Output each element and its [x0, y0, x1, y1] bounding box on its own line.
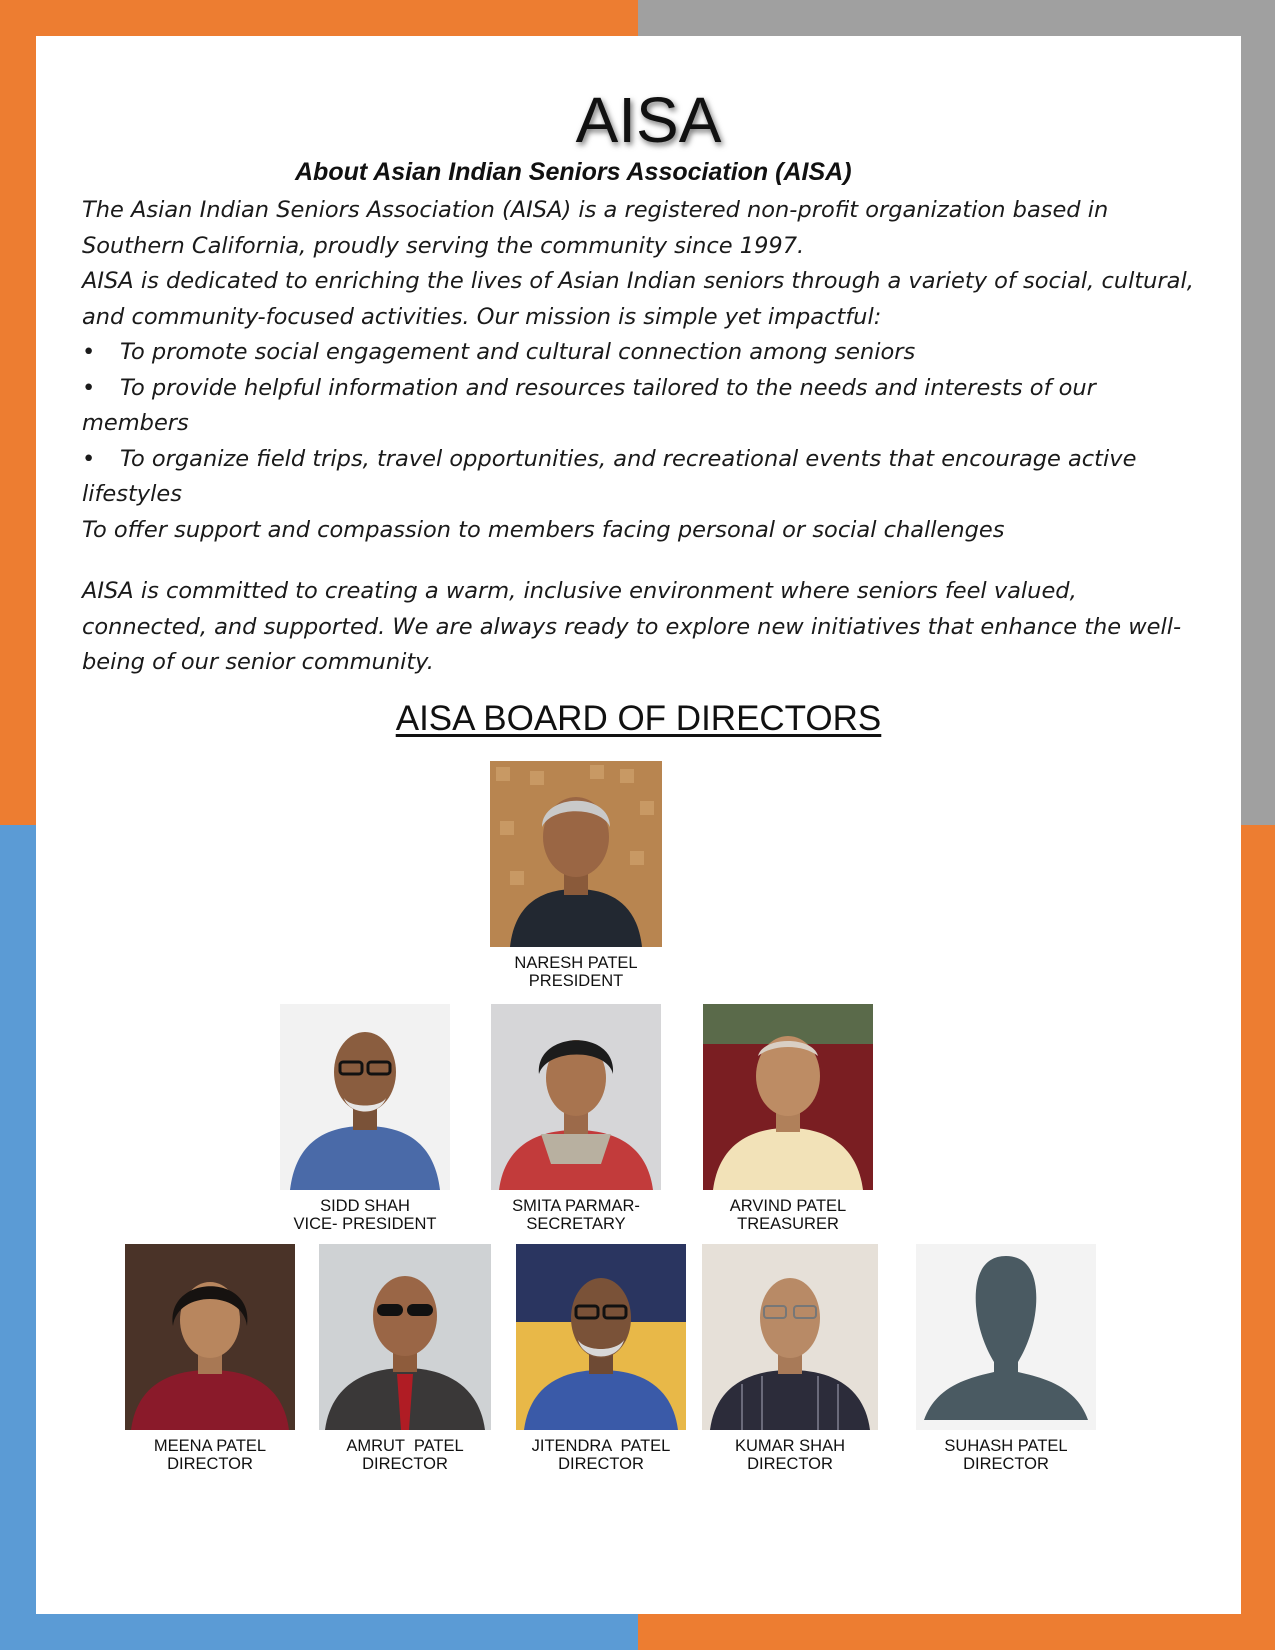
member-caption [110, 1437, 310, 1473]
mission-bullet [82, 335, 1202, 371]
member-role: DIRECTOR [963, 1455, 1049, 1473]
member-name: NARESH PATEL [514, 954, 638, 972]
member-role: DIRECTOR [167, 1455, 253, 1473]
board-member-treasurer [688, 1004, 888, 1233]
support-line: To offer support and compassion to members facing personal or social challenges [82, 516, 1005, 543]
member-role: DIRECTOR [747, 1455, 833, 1473]
member-role: DIRECTOR [558, 1455, 644, 1473]
member-caption [305, 1437, 505, 1473]
intro-paragraph: The Asian Indian Seniors Association (AISA) is a registered non-profit organization based in Southern California, proudly serving the community since 1997. [82, 197, 1109, 259]
member-caption [690, 1437, 890, 1473]
member-name: SIDD SHAH [320, 1197, 410, 1215]
member-name: SUHASH PATEL [944, 1437, 1068, 1455]
member-name: SMITA PARMAR- [512, 1197, 640, 1215]
board-heading-text: AISA BOARD OF DIRECTORS [395, 699, 882, 738]
bullet-text: To organize field trips, travel opportunities, and recreational events that encourage active lifestyles [82, 445, 1137, 507]
member-caption [688, 1197, 888, 1233]
bullet-marker: • [82, 445, 96, 472]
about-section [82, 193, 1202, 681]
placeholder-avatar-icon [916, 1244, 1096, 1430]
portrait-photo [319, 1244, 491, 1430]
portrait-photo [702, 1244, 878, 1430]
board-heading [36, 699, 1241, 739]
member-name: ARVIND PATEL [729, 1197, 847, 1215]
flyer-page [36, 36, 1241, 1614]
portrait-photo [280, 1004, 450, 1190]
page-subtitle: About Asian Indian Seniors Association (AISA) [295, 158, 852, 186]
bullet-text: To promote social engagement and cultural connection among seniors [120, 339, 916, 365]
bullet-marker: • [82, 374, 96, 401]
member-role: DIRECTOR [362, 1455, 448, 1473]
member-caption [476, 1197, 676, 1233]
member-caption [265, 1197, 465, 1233]
page-title [36, 84, 1241, 156]
board-member-president [476, 761, 676, 990]
board-member-director [305, 1244, 505, 1473]
commitment-paragraph: AISA is committed to creating a warm, inclusive environment where seniors feel valued, connected, and supported. We are always ready to explore new initiatives that enhance the well-being of our senior community. [82, 578, 1182, 675]
member-name: MEENA PATEL [153, 1437, 267, 1455]
page-title-text: AISA [575, 84, 722, 156]
board-member-director [690, 1244, 890, 1473]
portrait-photo [491, 1004, 661, 1190]
member-role: VICE- PRESIDENT [293, 1215, 437, 1233]
mission-bullet [82, 442, 1202, 513]
board-member-secretary [476, 1004, 676, 1233]
bullet-marker: • [82, 339, 96, 365]
portrait-photo [703, 1004, 873, 1190]
paragraph-gap [82, 548, 1202, 574]
member-role: TREASURER [737, 1215, 839, 1233]
member-role: PRESIDENT [528, 972, 624, 990]
member-caption [501, 1437, 701, 1473]
member-name: AMRUT PATEL [346, 1437, 464, 1455]
mission-bullet [82, 371, 1202, 442]
member-caption [476, 954, 676, 990]
member-role: SECRETARY [526, 1215, 626, 1233]
board-member-director [906, 1244, 1106, 1473]
board-member-director [110, 1244, 310, 1473]
member-name: JITENDRA PATEL [531, 1437, 671, 1455]
board-member-director [501, 1244, 701, 1473]
member-name: KUMAR SHAH [734, 1437, 845, 1455]
bullet-text: To provide helpful information and resources tailored to the needs and interests of our members [82, 374, 1096, 436]
member-caption [906, 1437, 1106, 1473]
portrait-photo [125, 1244, 295, 1430]
mission-intro-paragraph: AISA is dedicated to enriching the lives of Asian Indian seniors through a variety of social, cultural, and community-focused activities. Our mission is simple yet impactful: [82, 268, 1194, 330]
portrait-photo [490, 761, 662, 947]
board-member-vice-president [265, 1004, 465, 1233]
portrait-photo [516, 1244, 686, 1430]
